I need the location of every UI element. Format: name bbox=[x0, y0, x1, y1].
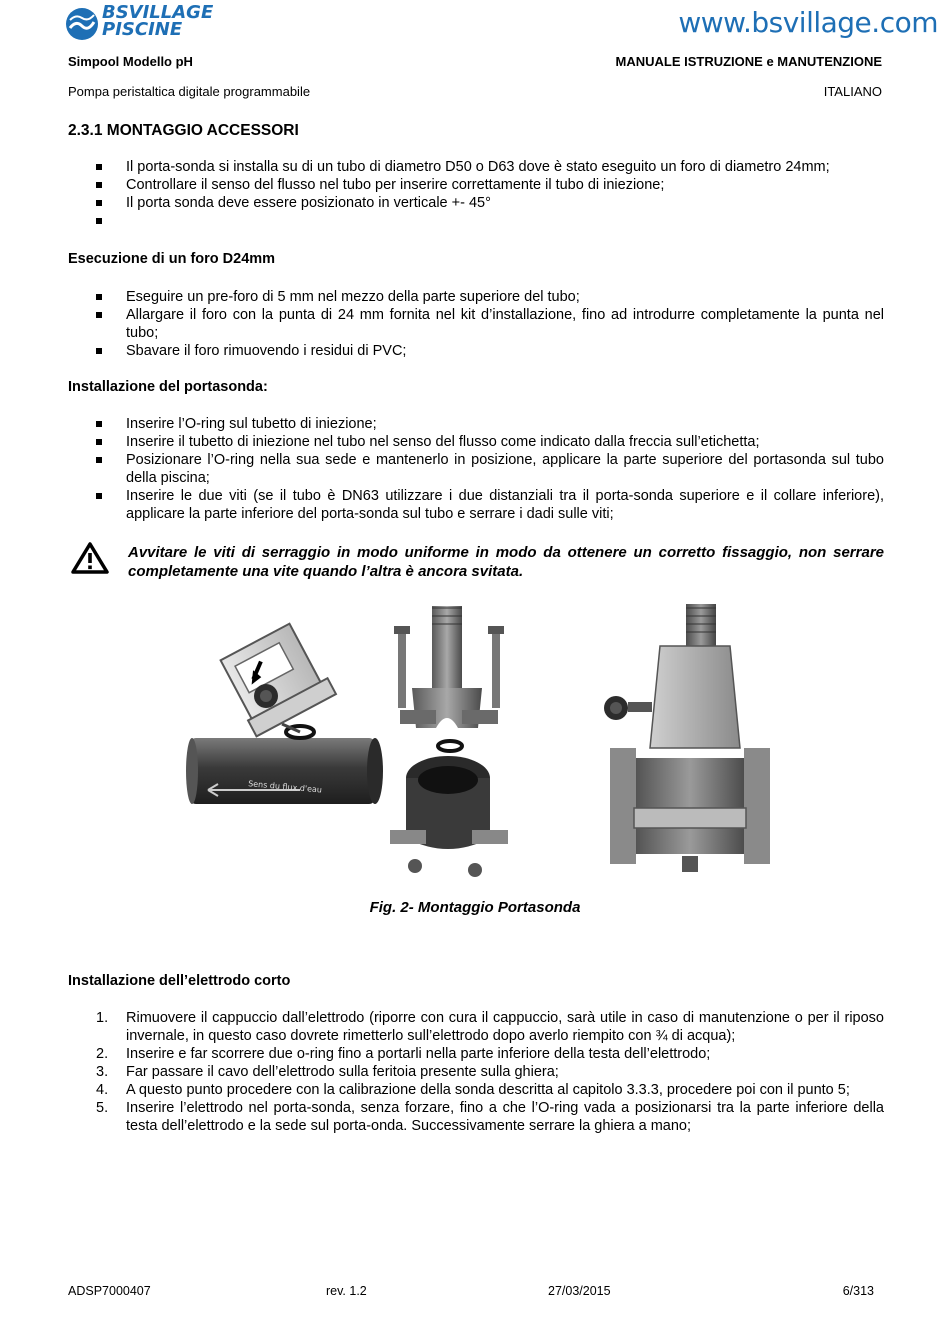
list-item: Allargare il foro con la punta di 24 mm fornita nel kit d’installazione, fino ad introdurre completamente la punta nel tubo; bbox=[68, 306, 884, 342]
warning-text: Avvitare le viti di serraggio in modo uniforme in modo da ottenere un corretto fissaggio, non serrare completamente una vite quando l’altra è ancora svitata. bbox=[128, 544, 884, 580]
install-list-container bbox=[68, 415, 884, 523]
step-number: 2. bbox=[96, 1046, 109, 1062]
list-item: Eseguire un pre-foro di 5 mm nel mezzo della parte superiore del tubo; bbox=[68, 288, 884, 306]
list-item bbox=[68, 1099, 884, 1135]
step-text: Inserire l’elettrodo nel porta-sonda, senza forzare, fino a che l’O-ring vada a posizionarsi tra la parte inferiore della testa dell’elettrodo e la sede sul porta-onda. Successivamente serrare la ghiera a mano; bbox=[126, 1100, 884, 1134]
exploded-parts-illustration bbox=[380, 598, 570, 888]
step-text: Inserire e far scorrere due o-ring fino a portarli nella parte inferiore della testa dell’elettrodo; bbox=[126, 1046, 711, 1062]
step-number: 3. bbox=[96, 1064, 109, 1080]
figure-caption: Fig. 2- Montaggio Portasonda bbox=[369, 899, 581, 916]
intro-list bbox=[68, 158, 884, 230]
section-title: 2.3.1 MONTAGGIO ACCESSORI bbox=[68, 122, 299, 139]
list-item: Il porta-sonda si installa su di un tubo di diametro D50 o D63 dove è stato eseguito un foro di diametro 24mm; bbox=[68, 158, 884, 176]
list-item: Controllare il senso del flusso nel tubo per inserire correttamente il tubo di iniezione; bbox=[68, 176, 884, 194]
list-item: Sbavare il foro rimuovendo i residui di PVC; bbox=[68, 342, 884, 360]
electrode-subtitle: Installazione dell’elettrodo corto bbox=[68, 973, 291, 989]
list-item: Posizionare l’O-ring nella sua sede e mantenerlo in posizione, applicare la parte superiore del portasonda sul tubo della piscina; bbox=[68, 451, 884, 487]
hole-subtitle: Esecuzione di un foro D24mm bbox=[68, 251, 276, 267]
figure-illustrations bbox=[170, 598, 780, 888]
company-logo bbox=[64, 2, 214, 44]
hole-list bbox=[68, 288, 884, 360]
pipe-flow-label: Sens du flux d'eau bbox=[247, 779, 323, 795]
list-item bbox=[68, 212, 884, 230]
logo-line2: PISCINE bbox=[102, 19, 183, 40]
footer-doc-code: ADSP7000407 bbox=[68, 1284, 151, 1298]
step-number: 4. bbox=[96, 1082, 109, 1098]
step-number: 1. bbox=[96, 1010, 109, 1026]
list-item: Inserire le due viti (se il tubo è DN63 utilizzare i due distanziali tra il porta-sonda superiore e il collare inferiore), applicare la parte inferiore del porta-sonda sul tubo e serrare i dadi sulle viti; bbox=[68, 487, 884, 523]
intro-list-container bbox=[68, 158, 884, 230]
language-label: ITALIANO bbox=[823, 84, 882, 99]
step-text: A questo punto procedere con la calibrazione della sonda descritta al capitolo 3.3.3, procedere poi con il punto 5; bbox=[126, 1082, 850, 1098]
pipe-with-holder-illustration bbox=[170, 598, 390, 888]
list-item: Il porta sonda deve essere posizionato in verticale +- 45° bbox=[68, 194, 884, 212]
logo-line1: BSVILLAGE bbox=[102, 2, 214, 23]
list-item: Inserire l’O-ring sul tubetto di iniezione; bbox=[68, 415, 884, 433]
manual-title: MANUALE ISTRUZIONE e MANUTENZIONE bbox=[615, 54, 882, 69]
warning-icon bbox=[70, 541, 110, 575]
list-item bbox=[68, 1063, 884, 1081]
list-item bbox=[68, 1009, 884, 1045]
assembled-holder-illustration bbox=[590, 598, 780, 888]
footer-revision: rev. 1.2 bbox=[326, 1284, 367, 1298]
step-number: 5. bbox=[96, 1100, 109, 1116]
step-text: Far passare il cavo dell’elettrodo sulla feritoia presente sulla ghiera; bbox=[126, 1064, 559, 1080]
step-text: Rimuovere il cappuccio dall’elettrodo (riporre con cura il cappuccio, sarà utile in caso di manutenzione o per il riposo invernale, in questo caso dovrete rimetterlo sull’elettrodo dopo averlo riempito con ¾ di acqua); bbox=[126, 1010, 884, 1044]
electrode-list-container bbox=[68, 1009, 884, 1135]
website-link[interactable]: www.bsvillage.com bbox=[678, 6, 938, 39]
list-item bbox=[68, 1045, 884, 1063]
footer-page-number: 6/313 bbox=[842, 1284, 874, 1298]
list-item bbox=[68, 1081, 884, 1099]
hole-list-container bbox=[68, 288, 884, 360]
logo-wave-icon bbox=[64, 6, 100, 42]
install-list bbox=[68, 415, 884, 523]
list-item: Inserire il tubetto di iniezione nel tubo nel senso del flusso come indicato dalla freccia sull’etichetta; bbox=[68, 433, 884, 451]
footer-date: 27/03/2015 bbox=[548, 1284, 611, 1298]
product-name: Simpool Modello pH bbox=[68, 54, 193, 69]
electrode-steps-list bbox=[68, 1009, 884, 1135]
install-subtitle: Installazione del portasonda: bbox=[68, 379, 268, 395]
product-description: Pompa peristaltica digitale programmabile bbox=[68, 84, 311, 99]
